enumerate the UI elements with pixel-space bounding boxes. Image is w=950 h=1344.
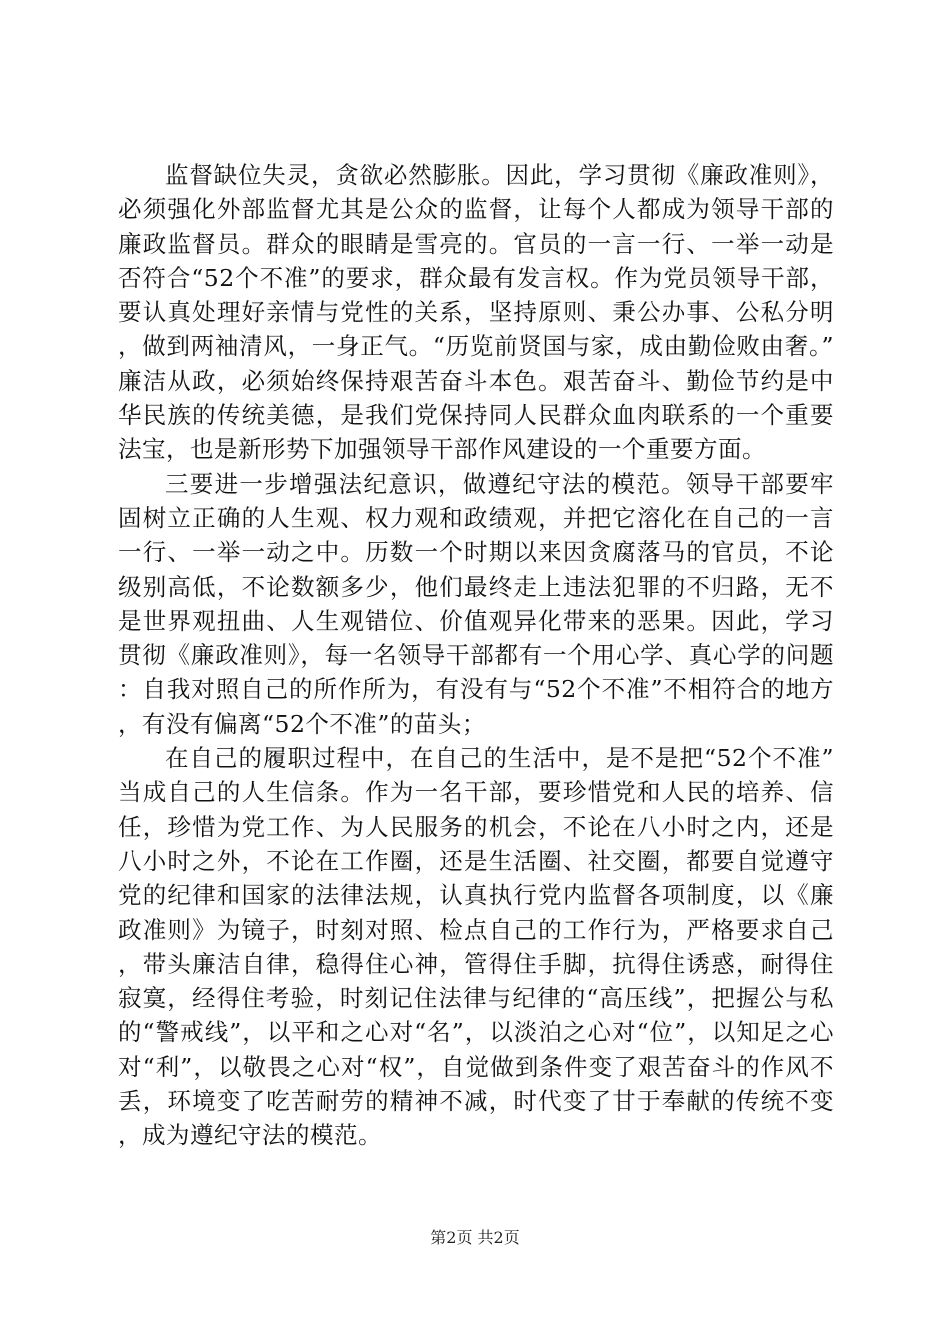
page-number-footer: 第2页 共2页 — [430, 1228, 520, 1247]
document-body — [118, 158, 834, 1153]
paragraph-supervision: 监督缺位失灵，贪欲必然膨胀。因此，学习贯彻《廉政准则》，必须强化外部监督尤其是公众的监督，让每个人都成为领导干部的廉政监督员。群众的眼睛是雪亮的。官员的一言一行、一举一动是否符合“52个不准”的要求，群众最有发言权。作为党员领导干部，要认真处理好亲情与党性的关系，坚持原则、秉公办事、公私分明，做到两袖清风，一身正气。“历览前贤国与家，成由勤俭败由奢。”廉洁从政，必须始终保持艰苦奋斗本色。艰苦奋斗、勤俭节约是中华民族的传统美德，是我们党保持同人民群众血肉联系的一个重要法宝，也是新形势下加强领导干部作风建设的一个重要方面。 — [118, 161, 834, 464]
paragraph-duty-conduct: 在自己的履职过程中，在自己的生活中，是不是把“52个不准”当成自己的人生信条。作为一名干部，要珍惜党和人民的培养、信任，珍惜为党工作、为人民服务的机会，不论在八小时之内，还是八小时之外，不论在工作圈，还是生活圈、社交圈，都要自觉遵守党的纪律和国家的法律法规，认真执行党内监督各项制度，以《廉政准则》为镜子，时刻对照、检点自己的工作行为，严格要求自己，带头廉洁自律，稳得住心神，管得住手脚，抗得住诱惑，耐得住寂寞，经得住考验，时刻记住法律与纪律的“高压线”，把握公与私的“警戒线”，以平和之心对“名”，以淡泊之心对“位”，以知足之心对“利”，以敬畏之心对“权”，自觉做到条件变了艰苦奋斗的作风不丢，环境变了吃苦耐劳的精神不减，时代变了甘于奉献的传统不变，成为遵纪守法的模范。 — [118, 744, 834, 1150]
paragraph-discipline-awareness: 三要进一步增强法纪意识，做遵纪守法的模范。领导干部要牢固树立正确的人生观、权力观和政绩观，并把它溶化在自己的一言一行、一举一动之中。历数一个时期以来因贪腐落马的官员，不论级别高低，不论数额多少，他们最终走上违法犯罪的不归路，无不是世界观扭曲、人生观错位、价值观异化带来的恶果。因此，学习贯彻《廉政准则》，每一名领导干部都有一个用心学、真心学的问题：自我对照自己的所作所为，有没有与“52个不准”不相符合的地方，有没有偏离“52个不准”的苗头； — [118, 469, 834, 738]
